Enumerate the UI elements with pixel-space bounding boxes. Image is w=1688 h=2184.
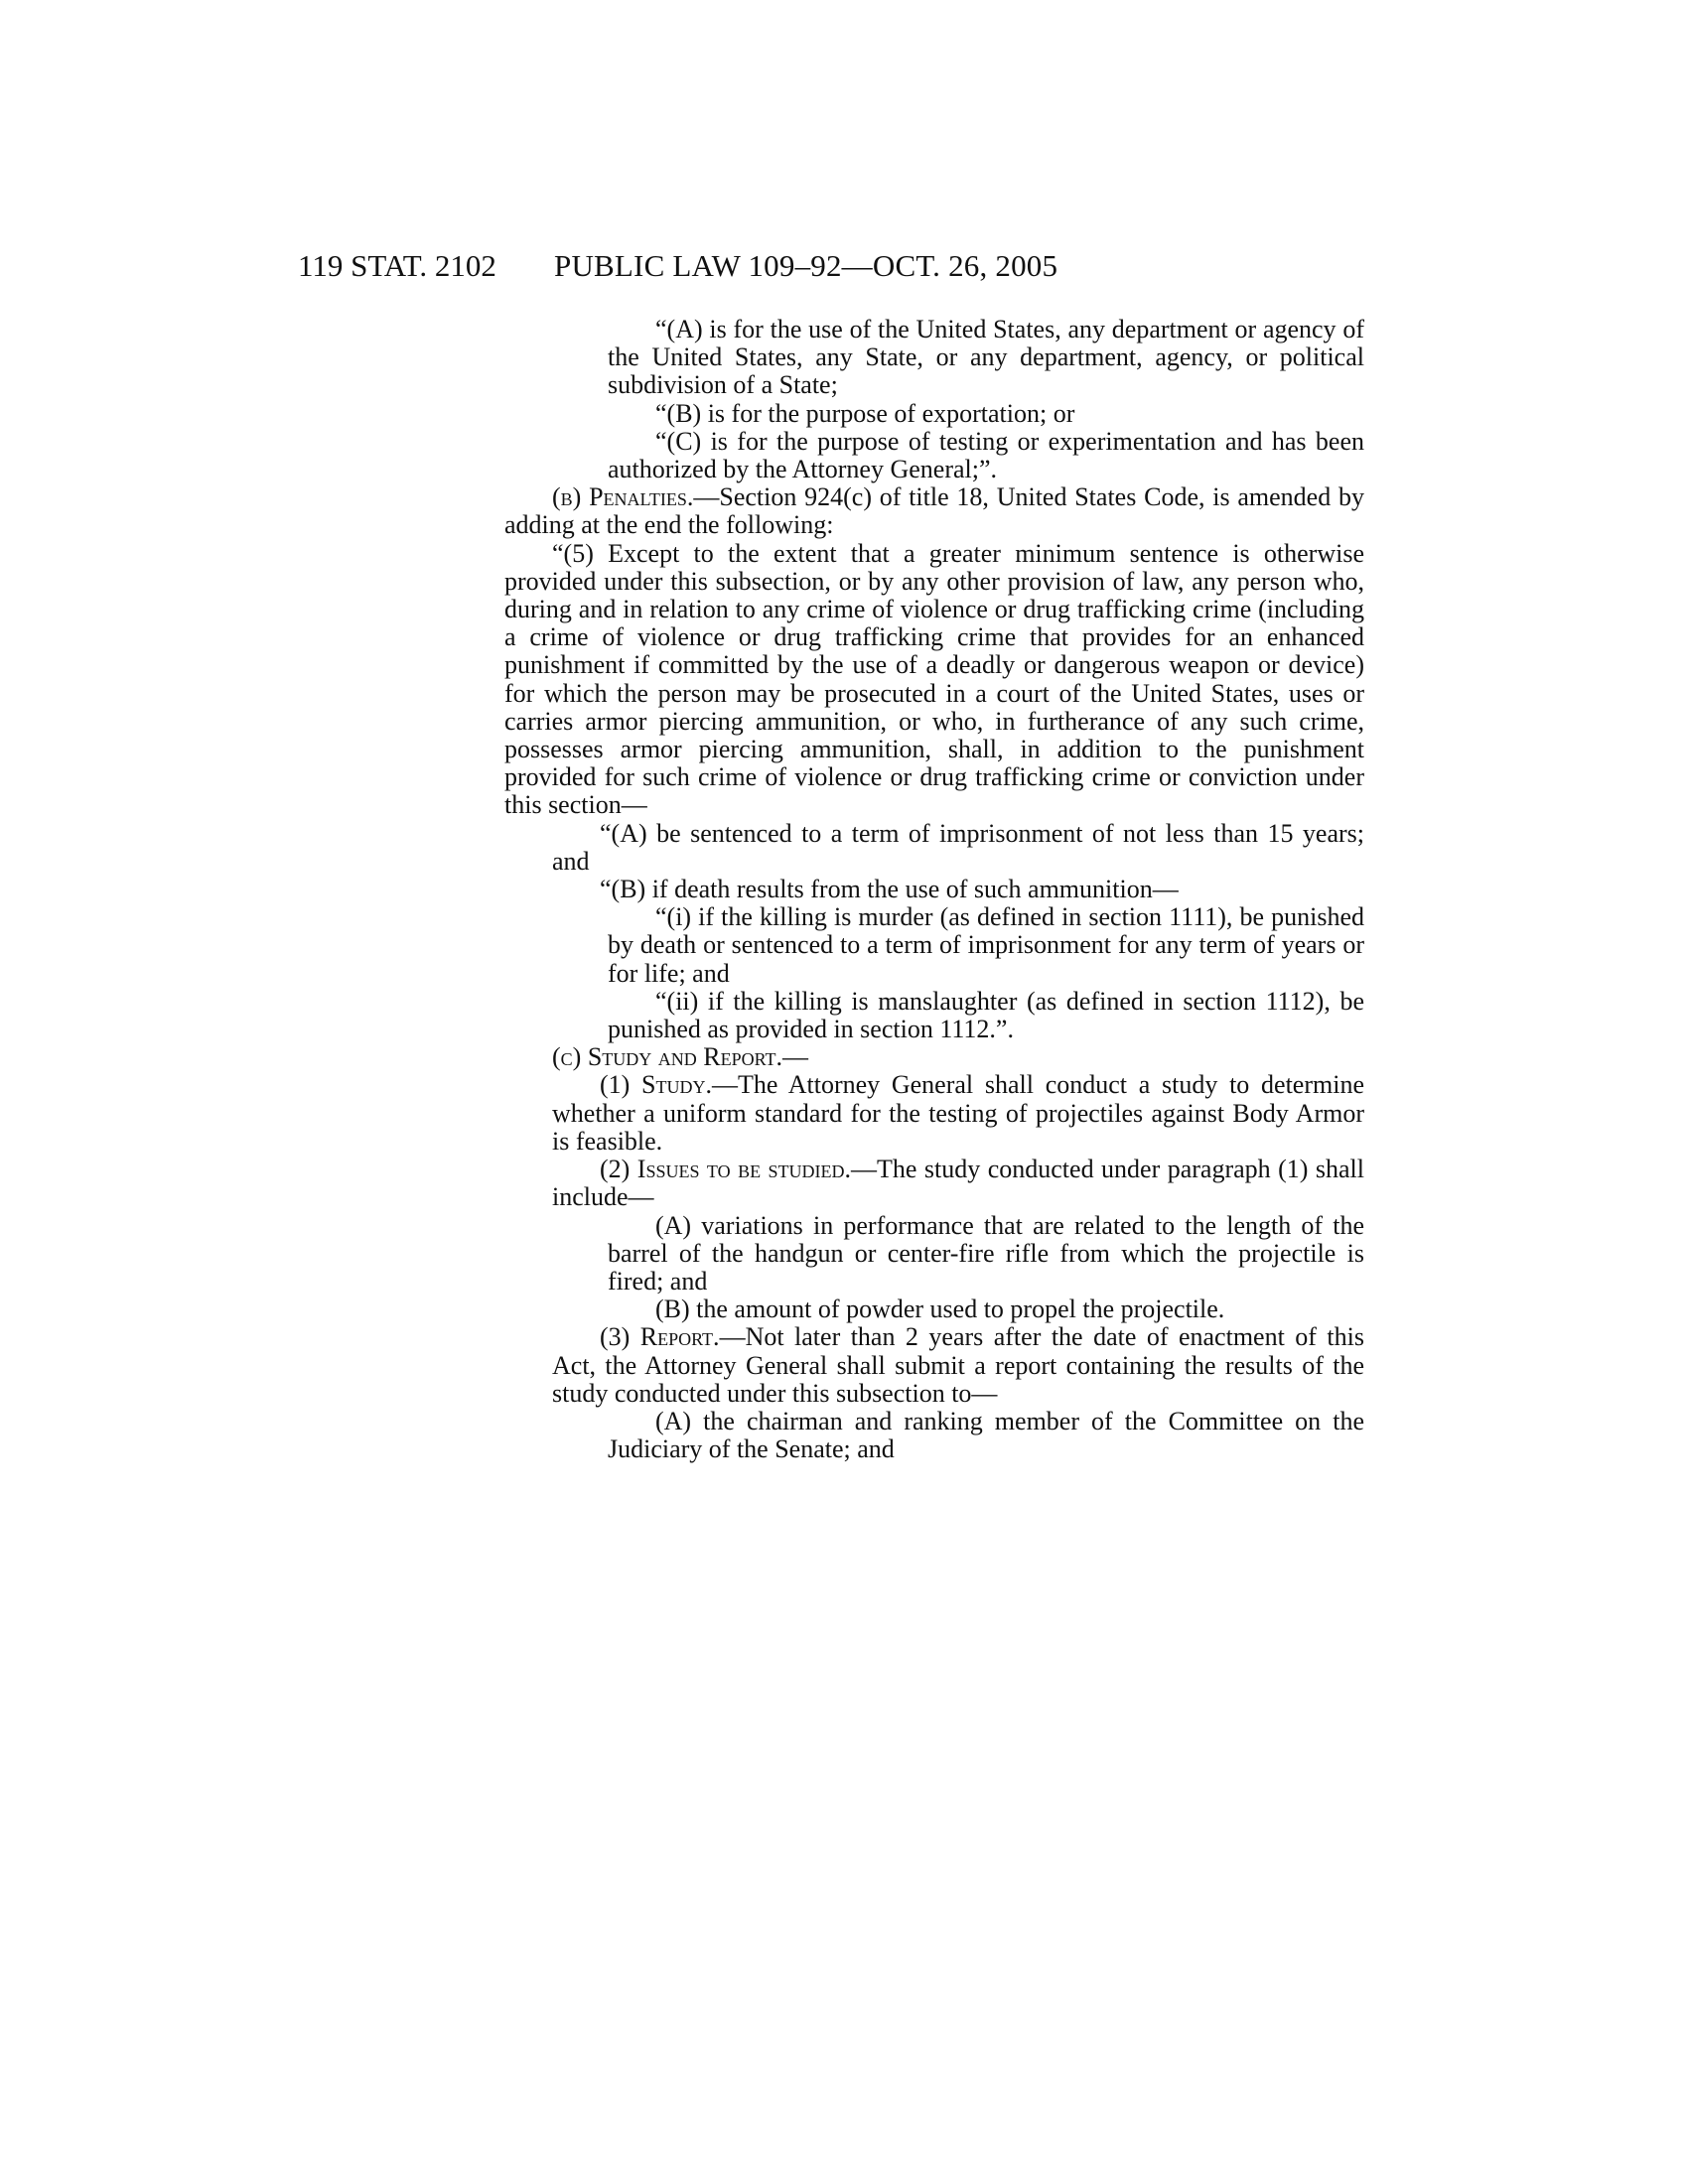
subparagraph-b-death: “(B) if death results from the use of such ammunition—: [600, 875, 1179, 904]
clause-a-use: “(A) is for the use of the United States, any department or agency of the United States, any State, or any department, agency, or political subdivision of a State;: [608, 315, 1364, 400]
paragraph-heading: (1) Study.: [600, 1070, 712, 1100]
subsection-heading: (c) Study and Report.: [552, 1042, 783, 1072]
paragraph-3-report: (3) Report.—Not later than 2 years after the date of enactment of this Act, the Attorney General shall submit a report containing the results of the study conducted under this subsection to—: [552, 1322, 1364, 1408]
statute-page-number: 119 STAT. 2102: [298, 248, 496, 283]
clause-ii-manslaughter: “(ii) if the killing is manslaughter (as defined in section 1112), be punished as provided in section 1112.”.: [608, 986, 1364, 1044]
document-body: [504, 316, 1364, 1463]
recipient-a-senate: (A) the chairman and ranking member of the Committee on the Judiciary of the Senate; and: [608, 1406, 1364, 1464]
subsection-b-penalties: (b) Penalties.—Section 924(c) of title 18, United States Code, is amended by adding at the end the following:: [504, 482, 1364, 540]
paragraph-heading: (2) Issues to be studied.: [600, 1155, 852, 1184]
subparagraph-a-sentence: “(A) be sentenced to a term of imprisonment of not less than 15 years; and: [552, 818, 1364, 876]
paragraph-1-study: (1) Study.—The Attorney General shall conduct a study to determine whether a uniform standard for the testing of projectiles against Body Armor is feasible.: [552, 1070, 1364, 1156]
page-header: [298, 248, 1370, 288]
subsection-heading: (b) Penalties.: [552, 482, 694, 512]
issue-a-variations: (A) variations in performance that are related to the length of the barrel of the handgun or center-fire rifle from which the projectile is fired; and: [608, 1210, 1364, 1296]
issue-b-powder: (B) the amount of powder used to propel the projectile.: [655, 1295, 1225, 1324]
paragraph-2-issues: (2) Issues to be studied.—The study conducted under paragraph (1) shall include—: [552, 1155, 1364, 1212]
subsection-c-study-report: (c) Study and Report.—: [552, 1042, 809, 1072]
clause-c-testing: “(C) is for the purpose of testing or experimentation and has been authorized by the Attorney General;”.: [608, 426, 1364, 484]
clause-b-exportation: “(B) is for the purpose of exportation; or: [655, 398, 1075, 428]
paragraph-heading: (3) Report.: [600, 1322, 720, 1352]
clause-i-murder: “(i) if the killing is murder (as defined in section 1111), be punished by death or sentenced to a term of imprisonment for any term of years or for life; and: [608, 902, 1364, 988]
paragraph-5: “(5) Except to the extent that a greater minimum sentence is otherwise provided under this subsection, or by any other provision of law, any person who, during and in relation to any crime of violence or drug trafficking crime (including a crime of violence or drug trafficking crime that provides for an enhanced punishment if committed by the use of a deadly or dangerous weapon or device) for which the person may be prosecuted in a court of the United States, uses or carries armor piercing ammunition, or who, in furtherance of any such crime, possesses armor piercing ammunition, shall, in addition to the punishment provided for such crime of violence or drug trafficking crime or conviction under this section—: [504, 538, 1364, 820]
public-law-citation: PUBLIC LAW 109–92—OCT. 26, 2005: [554, 248, 1058, 283]
